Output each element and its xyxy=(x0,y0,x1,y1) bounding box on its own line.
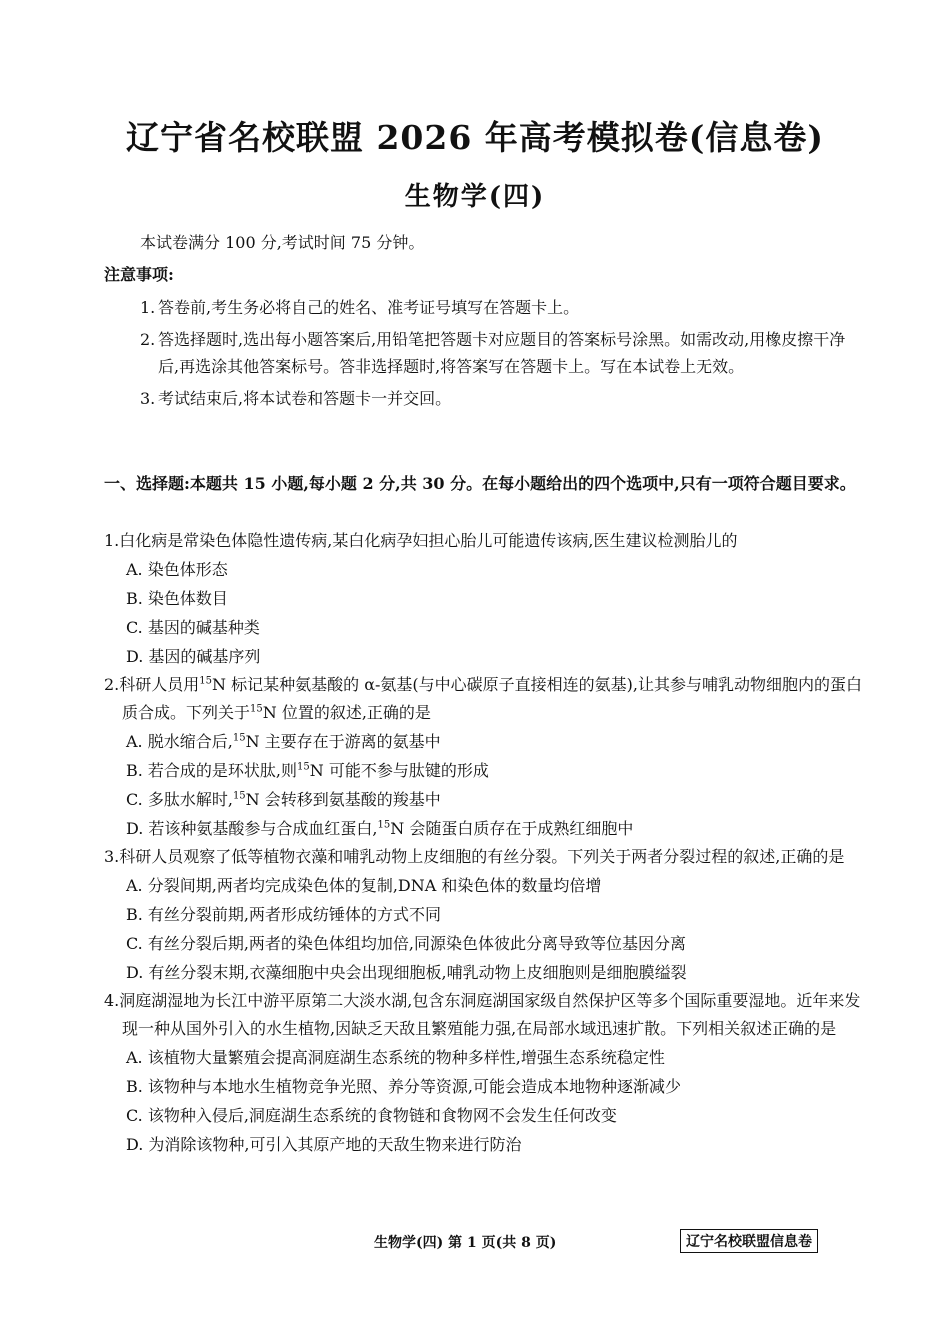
stem-text: 2.科研人员用 xyxy=(104,675,200,694)
question-stem: 4.洞庭湖湿地为长江中游平原第二大淡水湖,包含东洞庭湖国家级自然保护区等多个国际重要湿地。近年来发现一种从国外引入的水生植物,因缺乏天敌且繁殖能力强,在局部水域迅速扩散。下列相关叙述正确的是 xyxy=(104,991,861,1038)
isotope-mass-number: 15 xyxy=(199,675,213,687)
notice-heading: 注意事项: xyxy=(104,265,174,284)
option-b: B. 该物种与本地水生植物竞争光照、养分等资源,可能会造成本地物种逐渐减少 xyxy=(126,1077,682,1096)
isotope-mass-number: 15 xyxy=(297,761,310,773)
option-b xyxy=(126,756,864,785)
notice-list xyxy=(140,294,860,417)
option-d: D. 为消除该物种,可引入其原产地的天敌生物来进行防治 xyxy=(126,1135,522,1154)
notice-item-text: 答选择题时,选出每小题答案后,用铅笔把答题卡对应题目的答案标号涂黑。如需改动,用橡皮擦干净后,再选涂其他答案标号。答非选择题时,将答案写在答题卡上。写在本试卷上无效。 xyxy=(158,330,846,376)
isotope-mass-number: 15 xyxy=(232,790,246,802)
option-d: D. 有丝分裂末期,衣藻细胞中央会出现细胞板,哺乳动物上皮细胞则是细胞膜缢裂 xyxy=(126,963,687,982)
exam-subject: 生物学(四) xyxy=(404,182,546,212)
notice-item-text: 答卷前,考生务必将自己的姓名、准考证号填写在答题卡上。 xyxy=(158,298,580,317)
question-3 xyxy=(104,843,864,987)
option-a: A. 分裂间期,两者均完成染色体的复制,DNA 和染色体的数量均倍增 xyxy=(126,876,602,895)
notice-item xyxy=(140,294,860,321)
option-c: C. 该物种入侵后,洞庭湖生态系统的食物链和食物网不会发生任何改变 xyxy=(126,1106,617,1125)
option-c: C. 有丝分裂后期,两者的染色体组均加倍,同源染色体彼此分离导致等位基因分离 xyxy=(126,934,687,953)
option-c: C. 基因的碱基种类 xyxy=(126,618,260,637)
option-text: N 主要存在于游离的氨基中 xyxy=(245,732,441,751)
option-text: B. 若合成的是环状肽,则 xyxy=(126,761,298,780)
page-footer: 生物学(四) 第 1 页(共 8 页) xyxy=(374,1235,557,1251)
exam-title: 辽宁省名校联盟 2026 年高考模拟卷(信息卷) xyxy=(125,118,825,157)
option-text: C. 多肽水解时, xyxy=(126,790,233,809)
footer-badge: 辽宁名校联盟信息卷 xyxy=(680,1229,818,1253)
option-text: N 会随蛋白质存在于成熟红细胞中 xyxy=(390,819,634,838)
option-a xyxy=(126,727,864,756)
option-text: N 可能不参与肽键的形成 xyxy=(309,761,489,780)
option-list xyxy=(104,871,864,987)
section-heading-text: 一、选择题:本题共 15 小题,每小题 2 分,共 30 分。在每小题给出的四个选项中,只有一项符合题目要求。 xyxy=(104,474,856,493)
isotope-mass-number: 15 xyxy=(232,732,246,744)
option-d: D. 基因的碱基序列 xyxy=(126,647,261,666)
notice-item-number: 2. xyxy=(140,330,156,349)
question-2 xyxy=(104,671,864,843)
option-text: N 会转移到氨基酸的羧基中 xyxy=(245,790,441,809)
option-c xyxy=(126,785,864,814)
section-heading xyxy=(104,470,864,498)
question-1 xyxy=(104,527,864,671)
notice-item-number: 1. xyxy=(140,298,156,317)
option-list xyxy=(104,727,864,843)
option-d xyxy=(126,814,864,843)
question-list xyxy=(104,527,864,1159)
stem-text: N 位置的叙述,正确的是 xyxy=(262,703,431,722)
question-stem: 3.科研人员观察了低等植物衣藻和哺乳动物上皮细胞的有丝分裂。下列关于两者分裂过程的叙述,正确的是 xyxy=(104,847,845,866)
isotope-mass-number: 15 xyxy=(377,819,391,831)
option-list xyxy=(104,555,864,671)
option-text: A. 脱水缩合后, xyxy=(126,732,233,751)
notice-item-number: 3. xyxy=(140,389,156,408)
notice-item xyxy=(140,326,860,380)
option-b: B. 有丝分裂前期,两者形成纺锤体的方式不同 xyxy=(126,905,442,924)
option-text: D. 若该种氨基酸参与合成血红蛋白, xyxy=(126,819,378,838)
question-4 xyxy=(104,987,864,1159)
question-stem: 1.白化病是常染色体隐性遗传病,某白化病孕妇担心胎儿可能遗传该病,医生建议检测胎儿的 xyxy=(104,531,738,550)
option-a: A. 该植物大量繁殖会提高洞庭湖生态系统的物种多样性,增强生态系统稳定性 xyxy=(126,1048,665,1067)
exam-intro: 本试卷满分 100 分,考试时间 75 分钟。 xyxy=(140,233,425,252)
question-stem xyxy=(104,671,864,727)
isotope-mass-number: 15 xyxy=(250,703,263,715)
option-b: B. 染色体数目 xyxy=(126,589,228,608)
stem-text: N 标记某种氨基酸的 α-氨基(与中心碳原子直接相连的氨基),让其参与哺乳动物细胞内的蛋白质合成。下列关于 xyxy=(122,675,862,722)
option-list xyxy=(104,1043,864,1159)
notice-item xyxy=(140,385,860,412)
notice-item-text: 考试结束后,将本试卷和答题卡一并交回。 xyxy=(158,389,452,408)
option-a: A. 染色体形态 xyxy=(126,560,228,579)
